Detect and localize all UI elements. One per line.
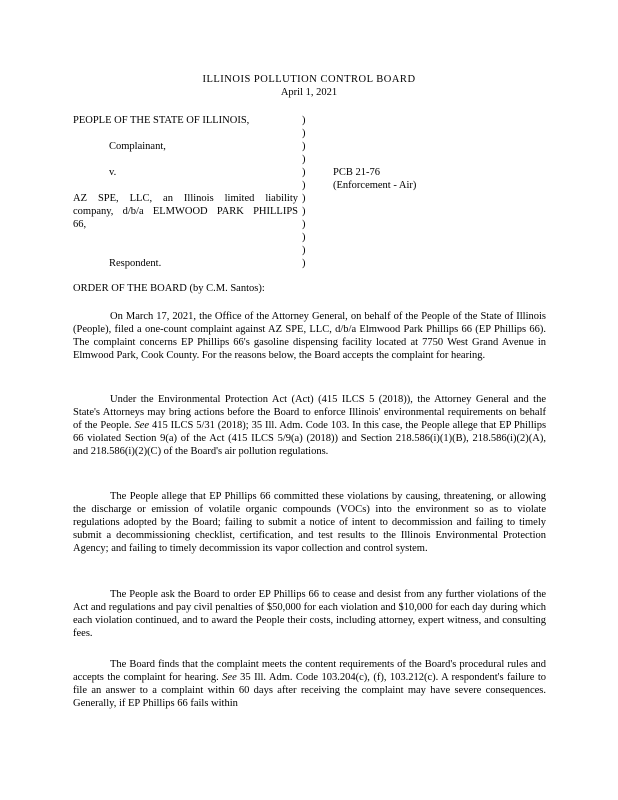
caption-respondent: Respondent. xyxy=(109,258,162,269)
caption-parties xyxy=(73,114,298,270)
caption-respondent-line1: AZ SPE, LLC, an Illinois limited liability xyxy=(73,193,298,204)
case-type: (Enforcement - Air) xyxy=(333,180,417,191)
paragraph-complaint-filed: On March 17, 2021, the Office of the Attorney General, on behalf of the People of the State of Illinois (People), filed a one-count complaint against AZ SPE, LLC, d/b/a Elmwood Park Phillips 66 (EP Phillips 66). The complaint concerns EP Phillips 66's gasoline dispensing facility located at 7750 West Grand Avenue in Elmwood Park, Cook County. For the reasons below, the Board accepts the complaint for hearing. xyxy=(73,311,546,361)
order-heading: ORDER OF THE BOARD (by C.M. Santos): xyxy=(73,283,265,294)
paragraph-statutory-framework: Under the Environmental Protection Act (Act) (415 ILCS 5 (2018)), the Attorney General and the State's Attorneys may bring actions before the Board to enforce Illinois' environmental requirements on behalf of the People. See 415 ILCS 5/31 (2018); 35 Ill. Adm. Code 103. In this case, the People allege that EP Phillips 66 violated Section 9(a) of the Act (415 ILCS 5/9(a) (2018)) and Section 218.586(i)(1)(B), 218.586(i)(2)(A), and 218.586(i)(2)(C) of the Board's air pollution regulations. xyxy=(73,394,547,457)
paragraph-alleged-violations: The People allege that EP Phillips 66 committed these violations by causing, threatening, or allowing the discharge or emission of volatile organic compounds (VOCs) into the environment so as to violate regulations adopted by the Board; failing to submit a notice of intent to decommission and failing to timely submit a decommissioning checklist, certification, and test results to the Illinois Environmental Protection Agency; and failing to timely decommission its vapor collection and control system. xyxy=(73,491,546,554)
case-caption xyxy=(73,114,553,270)
paragraph-board-findings: The Board finds that the complaint meets the content requirements of the Board's procedural rules and accepts the complaint for hearing. See 35 Ill. Adm. Code 103.204(c), (f), 103.212(c). A respondent's failure to file an answer to a complaint within 60 days after receiving the complaint may have severe consequences. Generally, if EP Phillips 66 fails within xyxy=(73,659,546,709)
case-number: PCB 21-76 xyxy=(333,167,380,178)
caption-people: PEOPLE OF THE STATE OF ILLINOIS, xyxy=(73,115,250,126)
order-date: April 1, 2021 xyxy=(280,87,338,98)
board-title: ILLINOIS POLLUTION CONTROL BOARD xyxy=(202,74,416,85)
caption-case-info xyxy=(333,114,533,192)
caption-respondent-line3: 66, xyxy=(73,219,87,230)
caption-parentheses: ) ) ) ) ) ) ) ) ) ) ) ) xyxy=(302,115,306,269)
caption-versus: v. xyxy=(109,167,117,178)
paragraph-relief-requested: The People ask the Board to order EP Phillips 66 to cease and desist from any further violations of the Act and regulations and pay civil penalties of $50,000 for each violation and $10,000 for each day during which each violation continued, and to award the People their costs, including attorney, expert witness, and consulting fees. xyxy=(73,589,546,639)
caption-complainant: Complainant, xyxy=(109,141,166,152)
caption-respondent-line2: company, d/b/a ELMWOOD PARK PHILLIPS xyxy=(73,206,298,217)
